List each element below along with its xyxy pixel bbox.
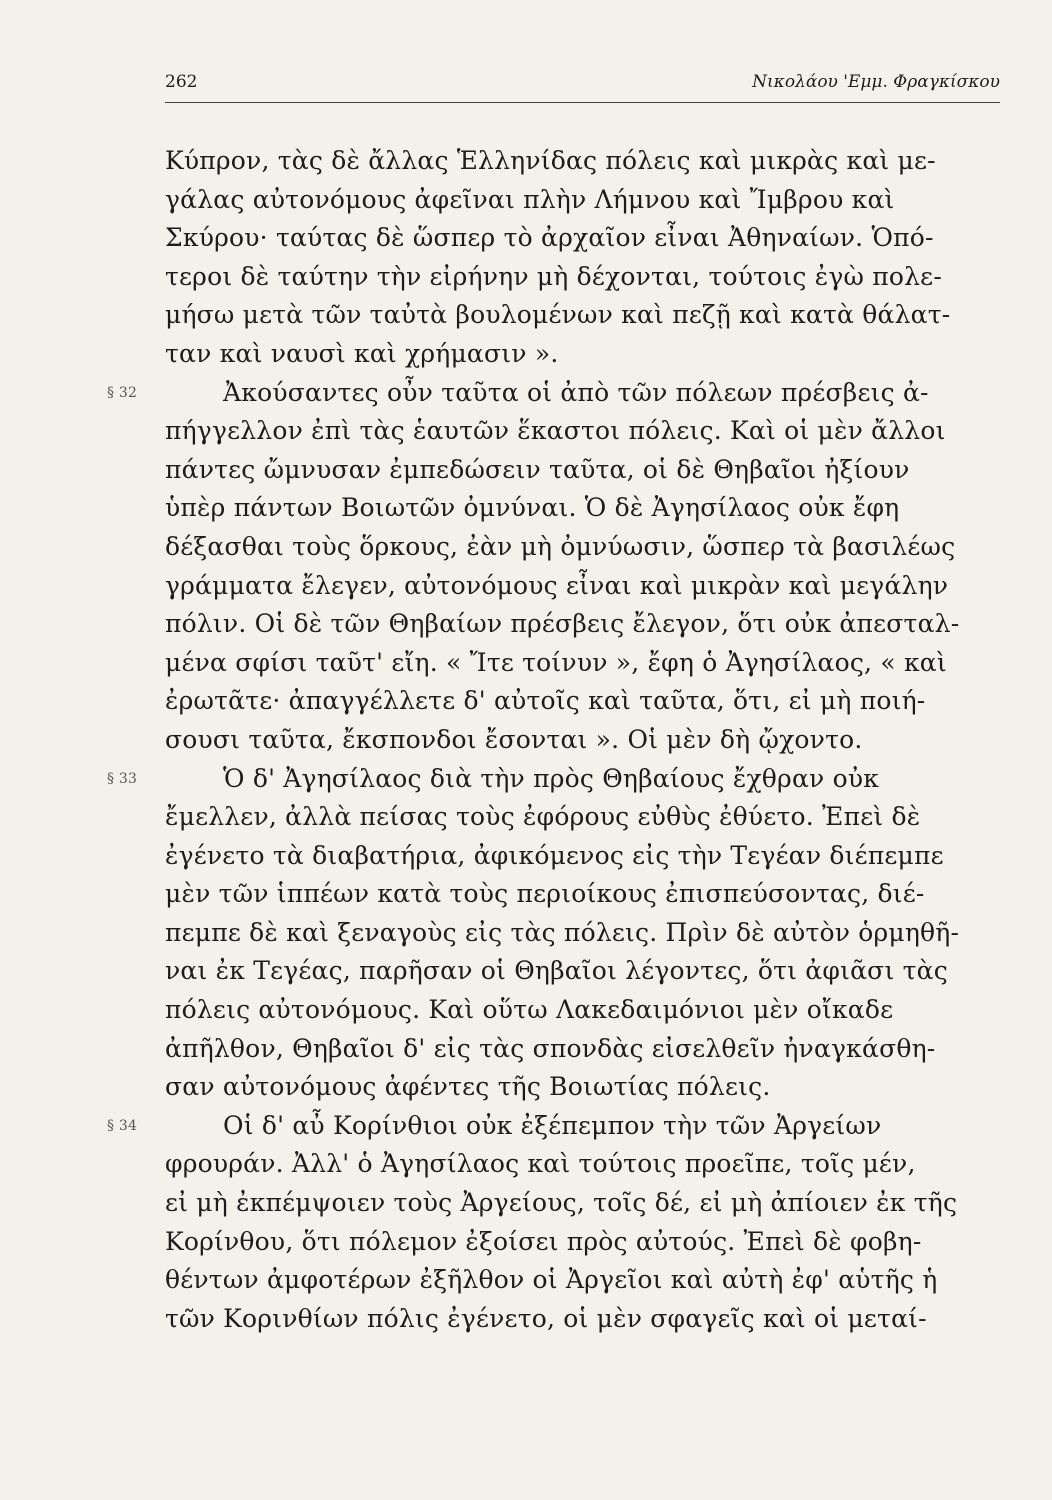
line-text: τεροι δὲ ταύτην τὴν εἰρήνην μὴ δέχονται, τούτοις ἐγὼ πολε- (165, 261, 942, 291)
text-line (165, 875, 1000, 914)
line-text: δέξασθαι τοὺς ὅρκους, ἐὰν μὴ ὀμνύωσιν, ὥσπερ τὰ βασιλέως (165, 531, 956, 561)
line-text: πόλιν. Οἱ δὲ τῶν Θηβαίων πρέσβεις ἔλεγον, ὅτι οὐκ ἀπεσταλ- (165, 609, 960, 639)
text-line (165, 1030, 1000, 1069)
line-text: θέντων ἀμφοτέρων ἐξῆλθον οἱ Ἀργεῖοι καὶ αὐτὴ ἐφ' αὑτῆς ἡ (165, 1265, 938, 1295)
text-line (165, 914, 1000, 953)
text-line (165, 219, 1000, 258)
page-header (165, 68, 1000, 103)
section-marker: § 32 (107, 384, 138, 401)
text-line (165, 1068, 1000, 1107)
body-text (107, 142, 1000, 1338)
text-line (165, 1184, 1000, 1223)
line-text: ἀπῆλθον, Θηβαῖοι δ' εἰς τὰς σπονδὰς εἰσελθεῖν ἠναγκάσθη- (165, 1033, 936, 1063)
text-line (165, 798, 1000, 837)
text-line (165, 181, 1000, 220)
running-head: Νικολάου 'Εμμ. Φραγκίσκου (752, 72, 1000, 92)
text-line (165, 991, 1000, 1030)
line-text: μένα σφίσι ταῦτ' εἴη. « Ἴτε τοίνυν », ἔφη ὁ Ἀγησίλαος, « καὶ (165, 647, 947, 677)
line-text: ἐγένετο τὰ διαβατήρια, ἀφικόμενος εἰς τὴν Τεγέαν διέπεμπε (165, 840, 944, 870)
text-line (107, 760, 1000, 799)
text-line (165, 412, 1000, 451)
line-text: τῶν Κορινθίων πόλις ἐγένετο, οἱ μὲν σφαγεῖς καὶ οἱ μεταί- (165, 1303, 927, 1333)
line-text: μὲν τῶν ἱππέων κατὰ τοὺς περιοίκους ἐπισπεύσοντας, διέ- (165, 879, 925, 909)
text-line (165, 567, 1000, 606)
line-text: Ὁ δ' Ἀγησίλαος διὰ τὴν πρὸς Θηβαίους ἔχθραν οὐκ (223, 763, 880, 793)
text-line (165, 451, 1000, 490)
line-text: πάντες ὤμνυσαν ἐμπεδώσειν ταῦτα, οἱ δὲ Θηβαῖοι ἠξίουν (165, 454, 910, 484)
text-line (165, 1145, 1000, 1184)
line-text: Σκύρου· ταύτας δὲ ὥσπερ τὸ ἀρχαῖον εἶναι Ἀθηναίων. Ὁπό- (165, 223, 934, 253)
line-text: σουσι ταῦτα, ἔκσπονδοι ἔσονται ». Οἱ μὲν δὴ ᾤχοντο. (165, 724, 863, 754)
line-text: γάλας αὐτονόμους ἀφεῖναι πλὴν Λήμνου καὶ Ἴμβρου καὶ (165, 184, 895, 214)
text-line (165, 258, 1000, 297)
text-line (165, 489, 1000, 528)
text-line (165, 528, 1000, 567)
text-line (107, 374, 1000, 413)
line-text: εἰ μὴ ἐκπέμψοιεν τοὺς Ἀργείους, τοῖς δέ, εἰ μὴ ἀπίοιεν ἐκ τῆς (165, 1188, 958, 1218)
text-line (165, 1223, 1000, 1262)
text-line (165, 1300, 1000, 1339)
text-line (165, 952, 1000, 991)
line-text: ταν καὶ ναυσὶ καὶ χρήμασιν ». (165, 338, 559, 368)
text-line (165, 605, 1000, 644)
line-text: μήσω μετὰ τῶν ταὐτὰ βουλομένων καὶ πεζῇ καὶ κατὰ θάλατ- (165, 300, 951, 330)
line-text: πήγγελλον ἐπὶ τὰς ἑαυτῶν ἕκαστοι πόλεις. Καὶ οἱ μὲν ἄλλοι (165, 416, 946, 446)
line-text: Οἱ δ' αὖ Κορίνθιοι οὐκ ἐξέπεμπον τὴν τῶν Ἀργείων (223, 1110, 882, 1140)
line-text: ναι ἐκ Τεγέας, παρῆσαν οἱ Θηβαῖοι λέγοντες, ὅτι ἀφιᾶσι τὰς (165, 956, 948, 986)
line-text: πεμπε δὲ καὶ ξεναγοὺς εἰς τὰς πόλεις. Πρὶν δὲ αὐτὸν ὁρμηθῆ- (165, 917, 960, 947)
line-text: γράμματα ἔλεγεν, αὐτονόμους εἶναι καὶ μικρὰν καὶ μεγάλην (165, 570, 949, 600)
text-line (165, 837, 1000, 876)
text-line (165, 142, 1000, 181)
page-number: 262 (165, 72, 198, 92)
text-line (165, 335, 1000, 374)
text-line (165, 1261, 1000, 1300)
line-text: ἐρωτᾶτε· ἀπαγγέλλετε δ' αὐτοῖς καὶ ταῦτα, ὅτι, εἰ μὴ ποιή- (165, 686, 926, 716)
line-text: ἔμελλεν, ἀλλὰ πείσας τοὺς ἐφόρους εὐθὺς ἐθύετο. Ἐπεὶ δὲ (165, 802, 921, 832)
text-line (165, 682, 1000, 721)
line-text: Ἀκούσαντες οὖν ταῦτα οἱ ἀπὸ τῶν πόλεων πρέσβεις ἀ- (223, 377, 929, 407)
text-line (165, 296, 1000, 335)
line-text: φρουράν. Ἀλλ' ὁ Ἀγησίλαος καὶ τούτοις προεῖπε, τοῖς μέν, (165, 1149, 916, 1179)
section-marker: § 34 (107, 1117, 138, 1134)
text-line (165, 721, 1000, 760)
text-line (165, 644, 1000, 683)
text-line (107, 1107, 1000, 1146)
line-text: Κύπρον, τὰς δὲ ἄλλας Ἑλληνίδας πόλεις καὶ μικρὰς καὶ με- (165, 146, 936, 175)
line-text: σαν αὐτονόμους ἀφέντες τῆς Βοιωτίας πόλεις. (165, 1072, 771, 1102)
section-marker: § 33 (107, 770, 138, 787)
line-text: ὑπὲρ πάντων Βοιωτῶν ὀμνύναι. Ὁ δὲ Ἀγησίλαος οὐκ ἔφη (165, 493, 900, 523)
line-text: Κορίνθου, ὅτι πόλεμον ἐξοίσει πρὸς αὐτούς. Ἐπεὶ δὲ φοβη- (165, 1226, 922, 1256)
line-text: πόλεις αὐτονόμους. Καὶ οὕτω Λακεδαιμόνιοι μὲν οἴκαδε (165, 995, 894, 1025)
